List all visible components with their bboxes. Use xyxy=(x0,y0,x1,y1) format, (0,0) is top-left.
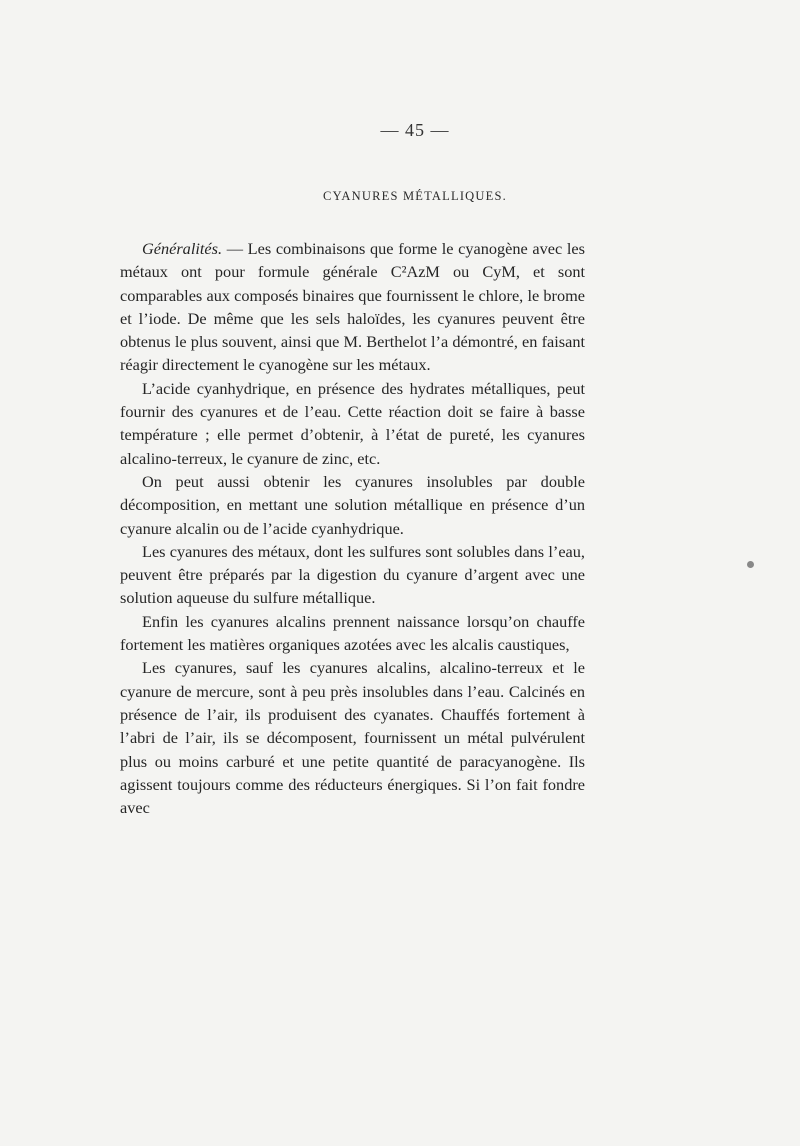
intro-label: Généralités. xyxy=(142,239,223,258)
paragraph: Enfin les cyanures alcalins prennent naissance lorsqu’on chauffe fortement les matières organiques azotées avec les alcalis caustiques, xyxy=(120,611,585,655)
paragraph: L’acide cyanhydrique, en présence des hydrates métalliques, peut fournir des cyanures et de l’eau. Cette réaction doit se faire à basse température ; elle permet d’obtenir, à l’état de pureté, les cyanures alcalino-terreux, le cyanure de zinc, etc. xyxy=(120,378,585,468)
paragraph-intro xyxy=(120,237,585,377)
section-title: CYANURES MÉTALLIQUES. xyxy=(323,189,507,203)
page-number: — 45 — xyxy=(380,120,450,140)
paragraph: Les cyanures, sauf les cyanures alcalins, alcalino-terreux et le cyanure de mercure, sont à peu près insolubles dans l’eau. Calcinés en présence de l’air, ils produisent des cyanates. Chauffés fortement à l’abri de l’air, ils se décomposent, fournissent un métal pulvérulent plus ou moins carburé et une petite quantité de paracyanogène. Ils agissent toujours comme des réducteurs énergiques. Si l’on fait fondre avec xyxy=(120,658,585,818)
body-text xyxy=(120,237,585,819)
intro-text: — Les combinaisons que forme le cyanogène avec les métaux ont pour formule générale C²AzM ou CyM, et sont comparables aux composés binaires que fournissent le chlore, le brome et l’iode. De même que les sels haloïdes, les cyanures peuvent être obtenus le plus souvent, ainsi que M. Berthelot l’a démontré, en faisant réagir directement le cyanogène sur les métaux. xyxy=(120,239,585,375)
paragraph: Les cyanures des métaux, dont les sulfures sont solubles dans l’eau, peuvent être préparés par la digestion du cyanure d’argent avec une solution aqueuse du sulfure métallique. xyxy=(120,541,585,608)
paragraph: On peut aussi obtenir les cyanures insolubles par double décomposition, en mettant une solution métallique en présence d’un cyanure alcalin ou de l’acide cyanhydrique. xyxy=(120,471,585,538)
ink-dot-mark xyxy=(747,561,754,568)
